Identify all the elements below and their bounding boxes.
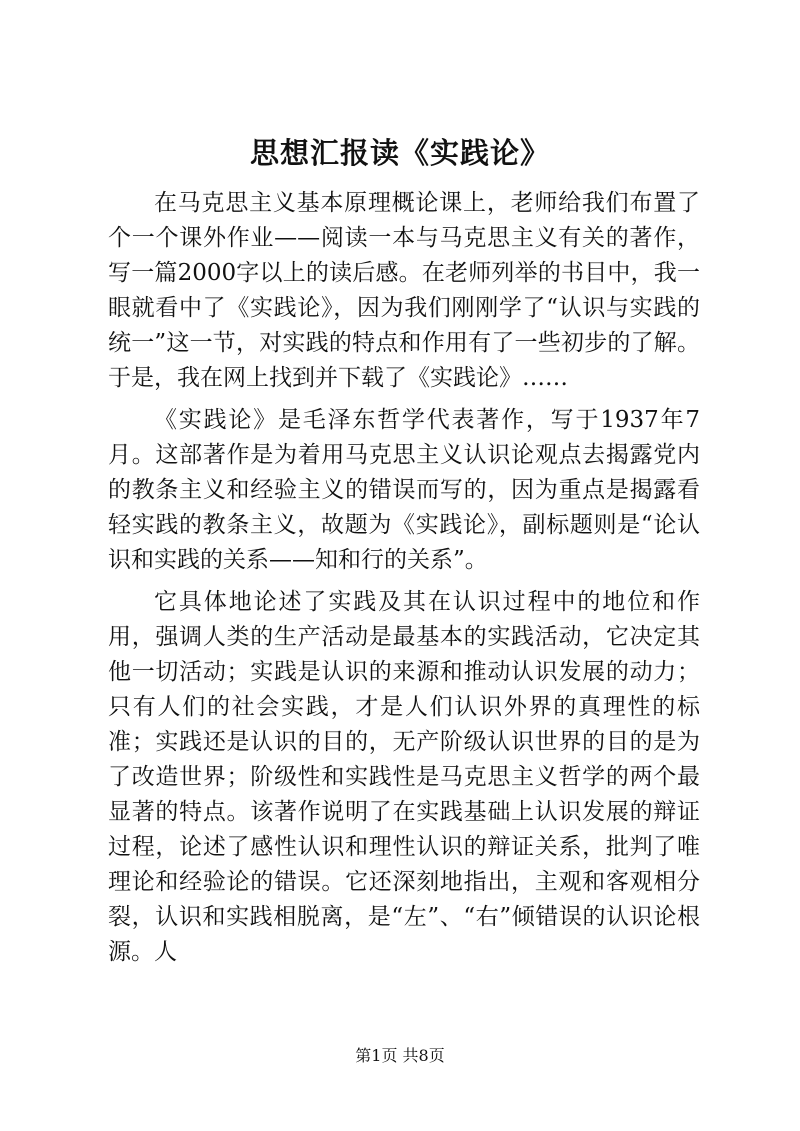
page-footer: 第1页 共8页 bbox=[355, 1046, 445, 1065]
paragraph-1: 在马克思主义基本原理概论课上，老师给我们布置了个一个课外作业——阅读一本与马克思主义有关的著作，写一篇2000字以上的读后感。在老师列举的书目中，我一眼就看中了《实践论》，因为我们刚刚学了“认识与实践的统一”这一节，对实践的特点和作用有了一些初步的了解。于是，我在网上找到并下载了《实践论》…… bbox=[108, 190, 700, 391]
document-body bbox=[108, 186, 700, 970]
document-title: 思想汇报读《实践论》 bbox=[249, 136, 550, 170]
paragraph-3: 它具体地论述了实践及其在认识过程中的地位和作用，强调人类的生产活动是最基本的实践活动，它决定其他一切活动；实践是认识的来源和推动认识发展的动力；只有人们的社会实践，才是人们认识外界的真理性的标准；实践还是认识的目的，无产阶级认识世界的目的是为了改造世界；阶级性和实践性是马克思主义哲学的两个最显著的特点。该著作说明了在实践基础上认识发展的辩证过程，论述了感性认识和理性认识的辩证关系，批判了唯理论和经验论的错误。它还深刻地指出，主观和客观相分裂，认识和实践相脱离，是“左”、“右”倾错误的认识论根源。人 bbox=[108, 589, 700, 965]
paragraph-2: 《实践论》是毛泽东哲学代表著作，写于1937年7月。这部著作是为着用马克思主义认识论观点去揭露党内的教条主义和经验主义的错误而写的，因为重点是揭露看轻实践的教条主义，故题为《实践论》，副标题则是“论认识和实践的关系——知和行的关系”。 bbox=[108, 407, 700, 573]
